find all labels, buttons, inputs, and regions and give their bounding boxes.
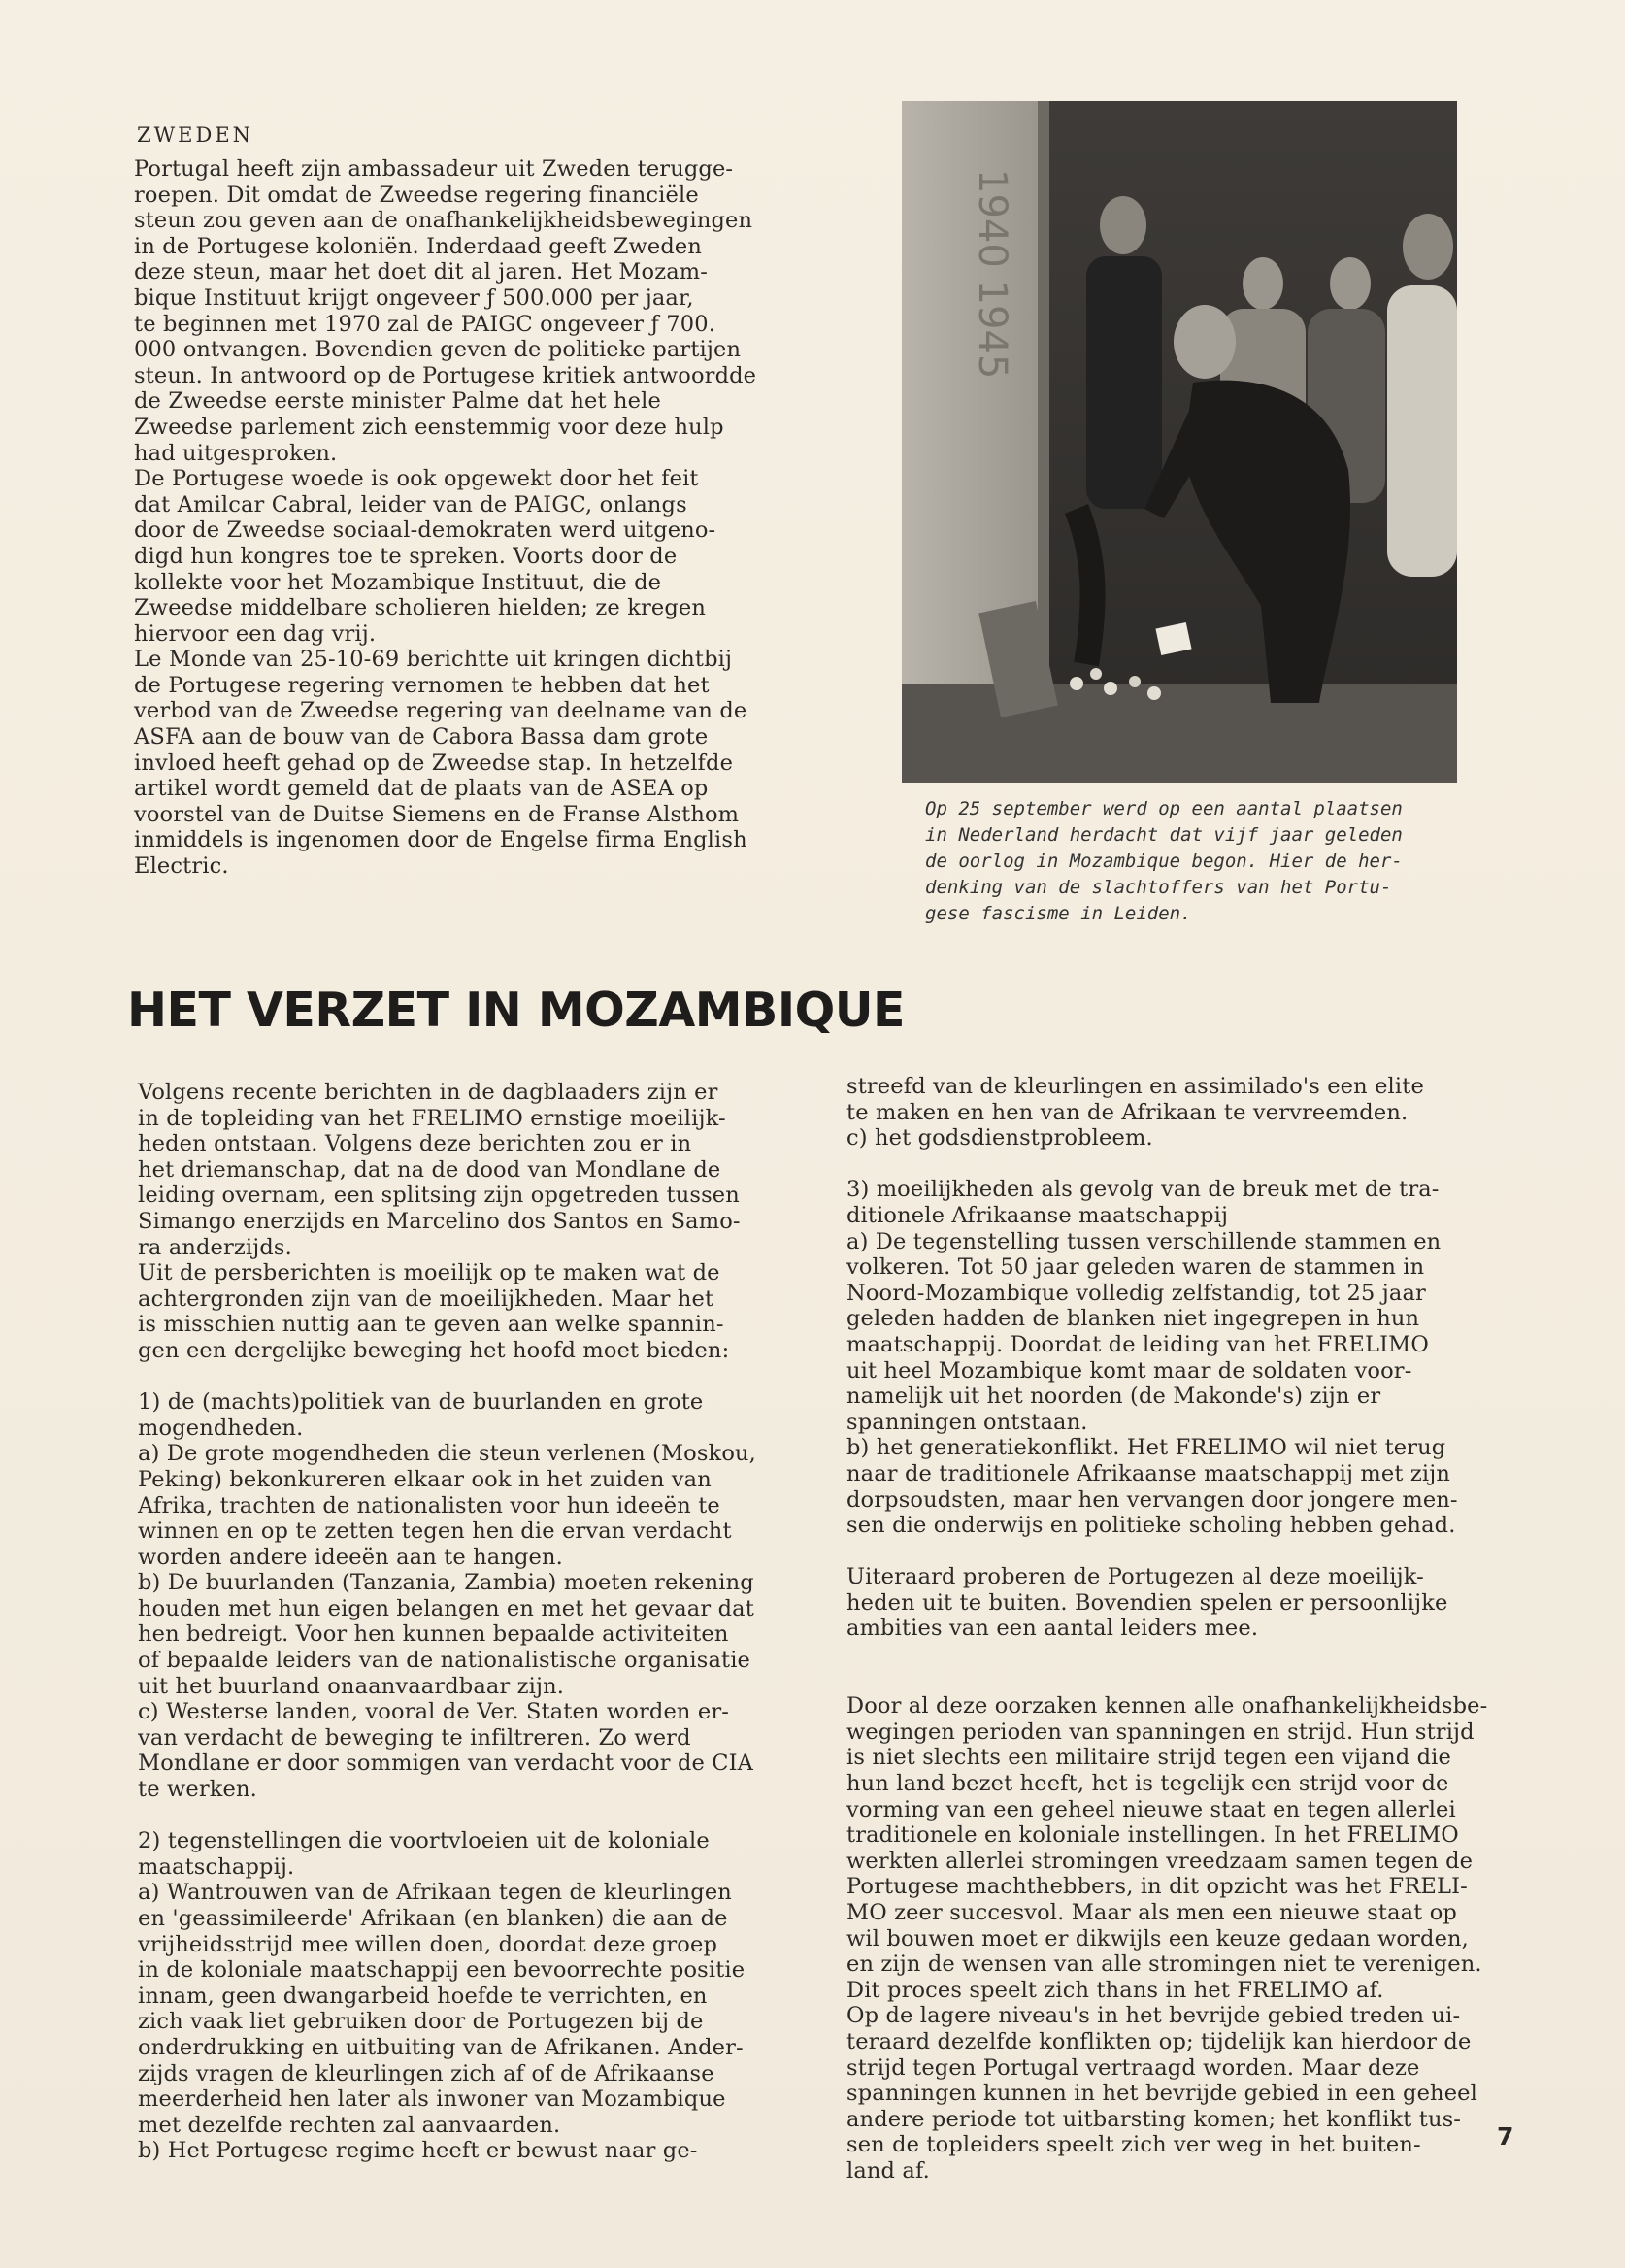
photo-illustration: [902, 101, 1457, 783]
photo-caption: Op 25 september werd op een aantal plaatsen in Nederland herdacht dat vijf jaar geleden de oorlog in Mozambique begon. Hier de her- denking van de slachtoffers van het Portu- gese fascisme in Leiden.: [925, 798, 1403, 924]
wall-inscription: 1940 1945: [970, 169, 1014, 380]
zweden-body-text: Portugal heeft zijn ambassadeur uit Zweden terugge- roepen. Dit omdat de Zweedse regering financiële steun zou geven aan de onafhankelijkheidsbewegingen in de Portugese koloniën. Inderdaad geeft Zweden deze steun, maar het doet dit al jaren. Het Mozam- bique Instituut krijgt ongeveer ƒ 500.000 per jaar, te beginnen met 1970 zal de PAIGC ongeveer ƒ 700. 000 ontvangen. Bovendien geven de politieke partijen steun. In antwoord op de Portugese kritiek antwoordde de Zweedse eerste minister Palme dat het hele Zweedse parlement zich eenstemmig voor deze hulp had uitgesproken. De Portugese woede is ook opgewekt door het feit dat Amilcar Cabral, leider van de PAIGC, onlangs door de Zweedse sociaal-demokraten werd uitgeno- digd hun kongres toe te spreken. Voorts door de kollekte voor het Mozambique Instituut, die de Zweedse middelbare scholieren hielden; ze kregen hiervoor een dag vrij. Le Monde van 25-10-69 berichtte uit kringen dichtbij de Portugese regering vernomen te hebben dat het verbod van de Zweedse regering van deelname van de ASFA aan de bouw van de Cabora Bassa dam grote invloed heeft gehad op de Zweedse stap. In hetzelfde artikel wordt gemeld dat de plaats van de ASEA op voorstel van de Duitse Siemens en de Franse Alsthom inmiddels is ingenomen door de Engelse firma English Electric.: [134, 156, 757, 880]
page-number: 7: [1497, 2122, 1514, 2151]
article-headline: HET VERZET IN MOZAMBIQUE: [127, 983, 905, 1038]
commemoration-photo: [902, 101, 1457, 783]
article-left-column: Volgens recente berichten in de dagblaaders zijn er in de topleiding van het FRELIMO ernstige moeilijk- heden ontstaan. Volgens deze berichten zou er in het driemanschap, dat na de dood van Mondlane de leiding overnam, een splitsing zijn opgetreden tussen Simango enerzijds en Marcelino dos Santos en Samo- ra anderzijds. Uit de persberichten is moeilijk op te maken wat de achtergronden zijn van de moeilijkheden. Maar het is misschien nuttig aan te geven aan welke spannin- gen een dergelijke beweging het hoofd moet bieden: 1) de (machts)politiek van de buurlanden en grote mogendheden. a) De grote mogendheden die steun verlenen (Moskou, Peking) bekonkureren elkaar ook in het zuiden van Afrika, trachten de nationalisten voor hun ideeën te winnen en op te zetten tegen hen die ervan verdacht worden andere ideeën aan te hangen. b) De buurlanden (Tanzania, Zambia) moeten rekening houden met hun eigen belangen en met het gevaar dat hen bedreigt. Voor hen kunnen bepaalde activiteiten of bepaalde leiders van de nationalistische organisatie uit het buurland onaanvaardbaar zijn. c) Westerse landen, vooral de Ver. Staten worden er- van verdacht de beweging te infiltreren. Zo werd Mondlane er door sommigen van verdacht voor de CIA te werken. 2) tegenstellingen die voortvloeien uit de koloniale maatschappij. a) Wantrouwen van de Afrikaan tegen de kleurlingen en 'geassimileerde' Afrikaan (en blanken) die aan de vrijheidsstrijd mee willen doen, doordat deze groep in de koloniale maatschappij een bevoorrechte positie innam, geen dwangarbeid hoefde te verrichten, en zich vaak liet gebruiken door de Portugezen bij de onderdrukking en uitbuiting van de Afrikanen. Ander- zijds vragen de kleurlingen zich af of de Afrikaanse meerderheid hen later als inwoner van Mozambique met dezelfde rechten zal aanvaarden. b) Het Portugese regime heeft er bewust naar ge-: [138, 1080, 756, 2164]
article-right-column: streefd van de kleurlingen en assimilado's een elite te maken en hen van de Afrikaan te vervreemden. c) het godsdienstprobleem. 3) moeilijkheden als gevolg van de breuk met de tra- ditionele Afrikaanse maatschappij a) De tegenstelling tussen verschillende stammen en volkeren. Tot 50 jaar geleden waren de stammen in Noord-Mozambique volledig zelfstandig, tot 25 jaar geleden hadden de blanken niet ingegrepen in hun maatschappij. Doordat de leiding van het FRELIMO uit heel Mozambique komt maar de soldaten voor- namelijk uit het noorden (de Makonde's) zijn er spanningen ontstaan. b) het generatiekonflikt. Het FRELIMO wil niet terug naar de traditionele Afrikaanse maatschappij met zijn dorpsoudsten, maar hen vervangen door jongere men- sen die onderwijs en politieke scholing hebben gehad. Uiteraard proberen de Portugezen al deze moeilijk- heden uit te buiten. Bovendien spelen er persoonlijke ambities van een aantal leiders mee. Door al deze oorzaken kennen alle onafhankelijkheidsbe- wegingen perioden van spanningen en strijd. Hun strijd is niet slechts een militaire strijd tegen een vijand die hun land bezet heeft, het is tegelijk een strijd voor de vorming van een geheel nieuwe staat en tegen allerlei traditionele en koloniale instellingen. In het FRELIMO werkten allerlei stromingen vreedzaam samen tegen de Portugese machthebbers, in dit opzicht was het FRELI- MO zeer succesvol. Maar als men een nieuwe staat op wil bouwen moet er dikwijls een keuze gedaan worden, en zijn de wensen van alle stromingen niet te verenigen. Dit proces speelt zich thans in het FRELIMO af. Op de lagere niveau's in het bevrijde gebied treden ui- teraard dezelfde konflikten op; tijdelijk kan hierdoor de strijd tegen Portugal vertraagd worden. Maar deze spanningen kunnen in het bevrijde gebied in een geheel andere periode tot uitbarsting komen; het konflikt tus- sen de topleiders speelt zich ver weg in het buiten- land af.: [846, 1074, 1488, 2184]
section-heading-zweden: ZWEDEN: [137, 123, 254, 147]
